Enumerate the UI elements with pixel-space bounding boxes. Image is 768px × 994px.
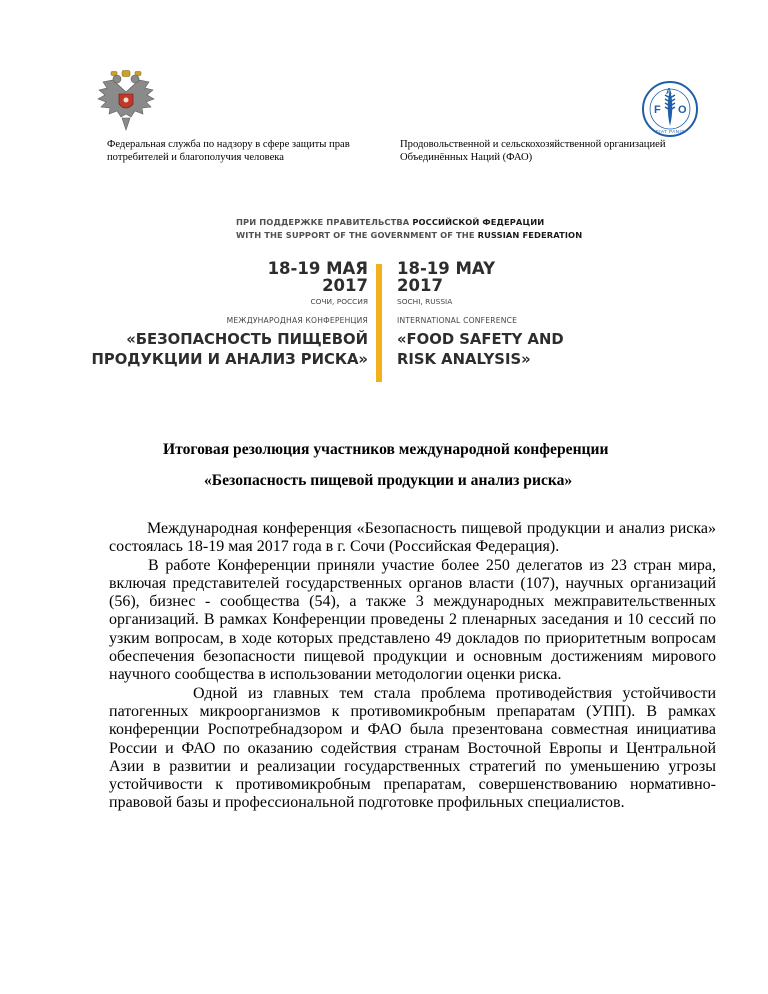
fao-logo-motto: FIAT PANIS xyxy=(656,129,685,134)
fao-logo-letter-a: A xyxy=(666,87,672,96)
body-paragraph-2: В работе Конференции приняли участие более 250 делегатов из 23 стран мира, включая представителей государственных органов власти (107), научных организаций (56), бизнес - сообщества (54), а также 3 международных межправительственных организаций. В рамках Конференции проведены 2 пленарных заседания и 10 сессий по узким вопросам, в ходе которых представлено 49 докладов по приоритетным вопросам обеспечения безопасности пищевой продукции и основным достижениям мирового научного сообщества в использовании методологии оценки риска. xyxy=(109,556,716,684)
rospotrebnadzor-caption-line1: Федеральная служба по надзору в сфере защиты прав xyxy=(107,139,350,150)
banner-divider xyxy=(376,264,382,382)
banner-en-city: SOCHI, RUSSIA xyxy=(397,297,453,306)
fao-logo-letter-f: F xyxy=(654,104,661,116)
double-headed-eagle-emblem-icon xyxy=(97,70,155,132)
banner-en-title-line1: «FOOD SAFETY AND xyxy=(397,331,564,348)
banner-ru-kind: МЕЖДУНАРОДНАЯ КОНФЕРЕНЦИЯ xyxy=(226,316,368,325)
banner-russian-column xyxy=(92,260,369,370)
fao-caption-line1: Продовольственной и сельскохозяйственной организацией xyxy=(400,139,666,150)
banner-ru-title-line1: «БЕЗОПАСНОСТЬ ПИЩЕВОЙ xyxy=(126,331,368,348)
banner-ru-city: СОЧИ, РОССИЯ xyxy=(310,297,368,306)
fao-logo-icon xyxy=(641,80,699,138)
banner-en-year: 2017 xyxy=(397,276,443,295)
body-paragraph-1: Международная конференция «Безопасность пищевой продукции и анализ риска» состоялась 18-19 мая 2017 года в г. Сочи (Российская Федерация). xyxy=(109,520,716,556)
banner-english-column xyxy=(397,260,564,370)
rospotrebnadzor-caption-line2: потребителей и благополучия человека xyxy=(107,152,284,163)
banner-en-kind: INTERNATIONAL CONFERENCE xyxy=(397,316,518,325)
banner-en-title-line2: RISK ANALYSIS» xyxy=(397,351,531,368)
support-line-ru xyxy=(236,217,544,227)
support-ru-prefix: ПРИ ПОДДЕРЖКЕ ПРАВИТЕЛЬСТВА xyxy=(236,217,413,227)
fao-caption-line2: Объединённых Наций (ФАО) xyxy=(400,152,533,163)
document-title-line2: «Безопасность пищевой продукции и анализ риска» xyxy=(204,472,573,489)
document-title-line1: Итоговая резолюция участников международной конференции xyxy=(163,441,609,458)
rospotrebnadzor-caption xyxy=(107,138,350,164)
support-ru-highlight: РОССИЙСКОЙ ФЕДЕРАЦИИ xyxy=(412,217,545,227)
banner-ru-title xyxy=(92,330,369,370)
banner-en-date: 18-19 MAY xyxy=(397,259,496,278)
banner-ru-title-line2: ПРОДУКЦИИ И АНАЛИЗ РИСКА» xyxy=(91,351,368,368)
banner-ru-date: 18-19 МАЯ xyxy=(267,259,368,278)
banner-ru-year: 2017 xyxy=(322,276,368,295)
fao-caption xyxy=(400,138,666,164)
fao-logo-letter-o: O xyxy=(678,104,687,116)
body-paragraph-3: Одной из главных тем стала проблема противодействия устойчивости патогенных микроорганизмов к противомикробным препаратам (УПП). В рамках конференции Роспотребнадзором и ФАО была презентована совместная инициатива России и ФАО по оказанию содействия странам Восточной Европы и Центральной Азии в развитии и реализации государственных стратегий по уменьшению угрозы устойчивости к противомикробным препаратам, совершенствованию нормативно-правовой базы и профессиональной подготовке профильных специалистов. xyxy=(109,684,716,812)
support-line-en xyxy=(236,230,582,240)
document-body xyxy=(109,520,716,813)
support-en-highlight: RUSSIAN FEDERATION xyxy=(477,230,583,240)
conference-banner xyxy=(91,213,583,373)
banner-en-title xyxy=(397,330,564,370)
support-en-prefix: WITH THE SUPPORT OF THE GOVERNMENT OF THE xyxy=(236,230,478,240)
